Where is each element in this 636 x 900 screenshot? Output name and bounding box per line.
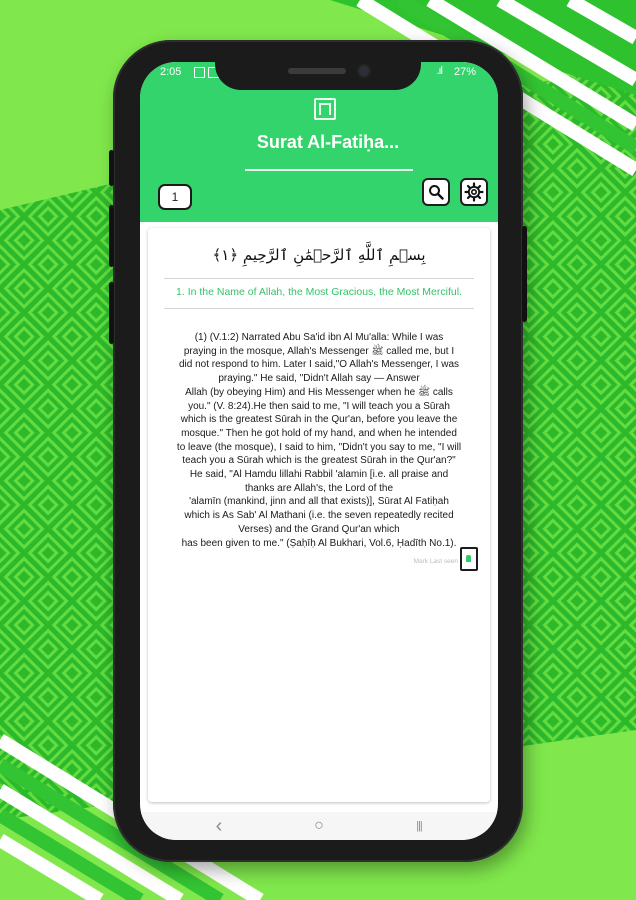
front-camera	[359, 66, 369, 76]
verse-translation: 1. In the Name of Allah, the Most Gracious, the Most Merciful.	[176, 286, 462, 298]
recents-button[interactable]: |||	[416, 820, 422, 832]
mark-last-seen-label: Mark Last seen	[413, 558, 458, 565]
status-time: 2:05	[160, 66, 182, 78]
gear-icon	[464, 182, 484, 202]
page-title: Surat Al-Fatiḥa...	[256, 132, 400, 152]
image-notification-icon	[194, 67, 205, 78]
side-button	[109, 205, 114, 267]
home-button[interactable]: ○	[314, 817, 324, 834]
bookmark-icon[interactable]	[460, 547, 478, 571]
search-icon	[428, 184, 444, 200]
speaker-grille	[288, 68, 346, 74]
settings-button[interactable]	[460, 178, 488, 206]
home-icon[interactable]	[314, 98, 336, 120]
camera-notch	[215, 54, 421, 90]
divider	[164, 308, 474, 309]
android-nav-bar	[140, 812, 498, 840]
side-button	[109, 282, 114, 344]
ayah-card	[148, 228, 490, 802]
tafsir-text: (1) (V.1:2) Narrated Abu Sa'id ibn Al Mu'alla: While I was praying in the mosque, Allah's Messenger ﷺ called me, but I did not respond to him. Later I said,"O Allah's Messenger, I was praying." He said, "Didn't Allah say — Answer Allah (by obeying Him) and His Messenger when he ﷺ calls you." (V. 8:24).He then said to me, "I will teach you a Sūrah which is the greatest Sūrah in the Qur'an, before you leave the mosque." Then he got hold of my hand, and when he intended to leave (the mosque), I said to him, "Didn't you say to me, "I will teach you a Sūrah which is the greatest Sūrah in the Qur'an?" He said, "Al Hamdu lillahi Rabbil 'alamin [i.e. all praise and thanks are Allah's, the Lord of the 'alamīn (mankind, jinn and all that exists)], Sūrat Al Fatiḥah which is As Sab' Al Mathani (i.e. the seven repeatedly recited Verses) and the Grand Qur'an which has been given to me." (Ṣaḥīḥ Al Bukhari, Vol.6, Ḥadīth No.1).	[176, 332, 462, 549]
page-number-badge[interactable]: 1	[158, 184, 192, 210]
arabic-verse: بِسۡمِ ٱللَّهِ ٱلرَّحۡمَٰنِ ٱلرَّحِيمِ ﴿١﴾	[212, 246, 426, 264]
side-button	[109, 150, 114, 186]
back-button[interactable]: ‹	[215, 815, 223, 837]
title-underline	[245, 169, 413, 171]
side-button	[522, 226, 527, 322]
divider	[164, 278, 474, 279]
battery-level: 27%	[453, 66, 476, 78]
search-button[interactable]	[422, 178, 450, 206]
signal-icon: .ıl	[436, 65, 442, 77]
phone-screen	[140, 62, 498, 840]
